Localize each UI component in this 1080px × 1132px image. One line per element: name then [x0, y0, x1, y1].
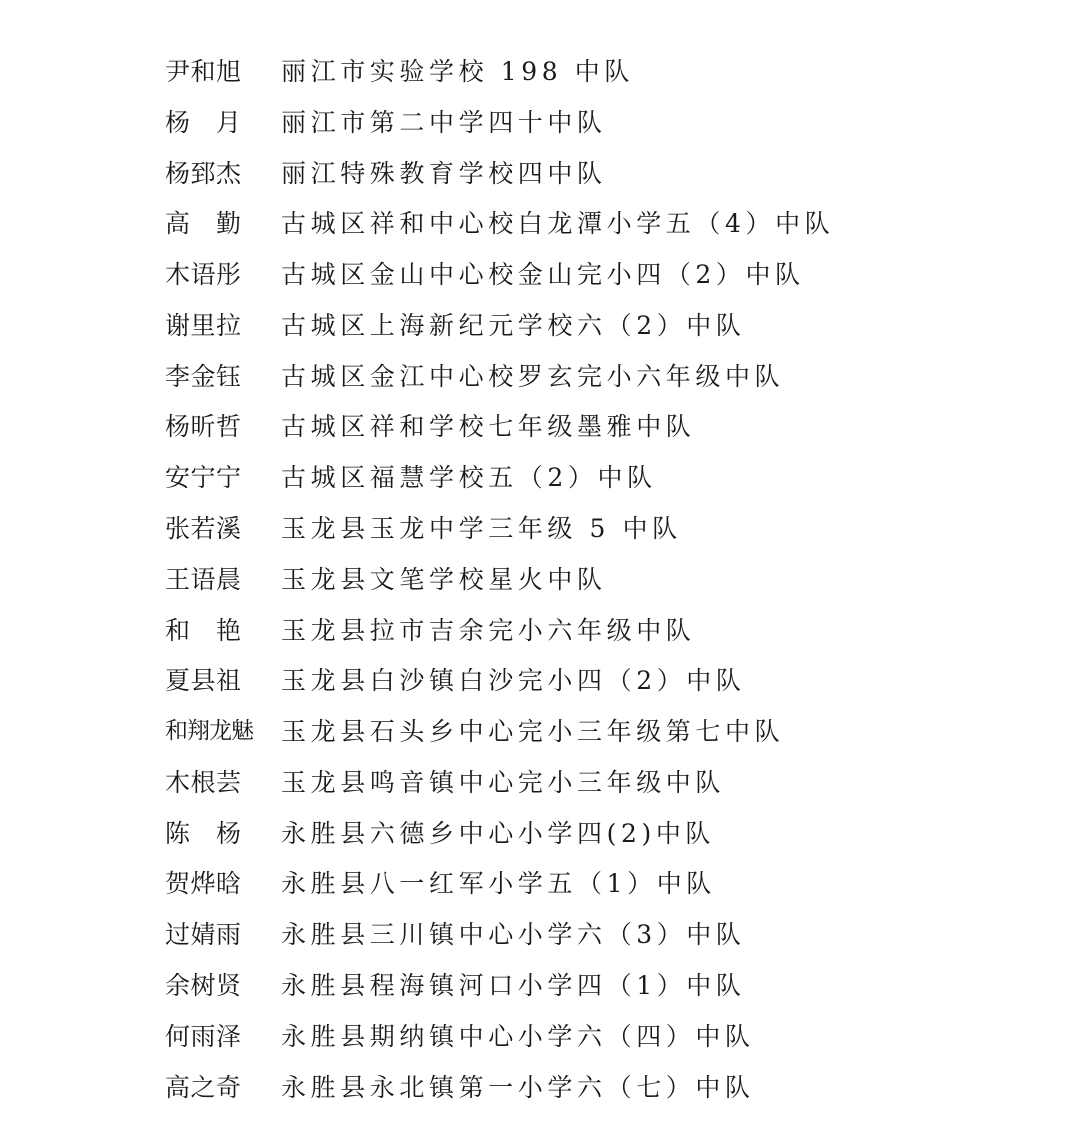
list-row — [0, 97, 1080, 148]
school-unit: 古城区金山中心校金山完小四（2）中队 — [281, 260, 805, 289]
school-unit: 玉龙县鸣音镇中心完小三年级中队 — [281, 768, 726, 797]
school-unit: 玉龙县石头乡中心完小三年级第七中队 — [281, 717, 785, 746]
list-row — [0, 249, 1080, 300]
student-name: 余树贤 — [165, 971, 242, 1000]
school-unit: 永胜县六德乡中心小学四(2)中队 — [281, 819, 716, 848]
school-unit: 古城区金江中心校罗玄完小六年级中队 — [281, 362, 785, 391]
student-name: 和 艳 — [165, 616, 242, 645]
list-row — [0, 503, 1080, 554]
list-row — [0, 1062, 1080, 1113]
student-name: 和翔龙魅 — [165, 718, 253, 744]
list-row — [0, 554, 1080, 605]
student-name: 贺烨晗 — [165, 869, 242, 898]
list-row — [0, 300, 1080, 351]
school-unit: 古城区上海新纪元学校六（2）中队 — [281, 311, 746, 340]
list-row — [0, 351, 1080, 402]
student-name: 木根芸 — [165, 768, 242, 797]
student-name: 夏县祖 — [165, 666, 242, 695]
list-row — [0, 909, 1080, 960]
student-name: 张若溪 — [165, 514, 242, 543]
list-row — [0, 858, 1080, 909]
school-unit: 丽江市实验学校 198 中队 — [281, 57, 635, 86]
school-unit: 玉龙县白沙镇白沙完小四（2）中队 — [281, 666, 746, 695]
school-unit: 玉龙县文笔学校星火中队 — [281, 565, 607, 594]
school-unit: 永胜县三川镇中心小学六（3）中队 — [281, 920, 746, 949]
student-name: 谢里拉 — [165, 311, 242, 340]
list-row — [0, 605, 1080, 656]
list-row — [0, 960, 1080, 1011]
list-row — [0, 148, 1080, 199]
school-unit: 古城区福慧学校五（2）中队 — [281, 463, 657, 492]
school-unit: 永胜县期纳镇中心小学六（四）中队 — [281, 1022, 755, 1051]
school-unit: 玉龙县拉市吉余完小六年级中队 — [281, 616, 696, 645]
school-unit: 玉龙县玉龙中学三年级 5 中队 — [281, 514, 682, 543]
school-unit: 古城区祥和学校七年级墨雅中队 — [281, 412, 696, 441]
school-unit: 永胜县程海镇河口小学四（1）中队 — [281, 971, 746, 1000]
school-unit: 丽江特殊教育学校四中队 — [281, 159, 607, 188]
list-row — [0, 401, 1080, 452]
student-name: 王语晨 — [165, 565, 242, 594]
list-row — [0, 655, 1080, 706]
student-name: 杨 月 — [165, 108, 242, 137]
list-row — [0, 757, 1080, 808]
student-name: 安宁宁 — [165, 463, 242, 492]
list-row — [0, 198, 1080, 249]
list-row — [0, 808, 1080, 859]
student-name: 尹和旭 — [165, 57, 242, 86]
student-name: 高之奇 — [165, 1073, 242, 1102]
list-row — [0, 1011, 1080, 1062]
student-name: 杨郅杰 — [165, 159, 242, 188]
student-name: 李金钰 — [165, 362, 242, 391]
school-unit: 丽江市第二中学四十中队 — [281, 108, 607, 137]
school-unit: 永胜县八一红军小学五（1）中队 — [281, 869, 716, 898]
student-name: 木语彤 — [165, 260, 242, 289]
list-row — [0, 706, 1080, 757]
list-row — [0, 452, 1080, 503]
school-unit: 古城区祥和中心校白龙潭小学五（4）中队 — [281, 209, 835, 238]
student-name: 过婧雨 — [165, 920, 242, 949]
student-name: 高 勤 — [165, 209, 242, 238]
student-name: 陈 杨 — [165, 819, 242, 848]
student-name: 杨昕哲 — [165, 412, 242, 441]
school-unit: 永胜县永北镇第一小学六（七）中队 — [281, 1073, 755, 1102]
student-name: 何雨泽 — [165, 1022, 242, 1051]
list-row — [0, 46, 1080, 97]
